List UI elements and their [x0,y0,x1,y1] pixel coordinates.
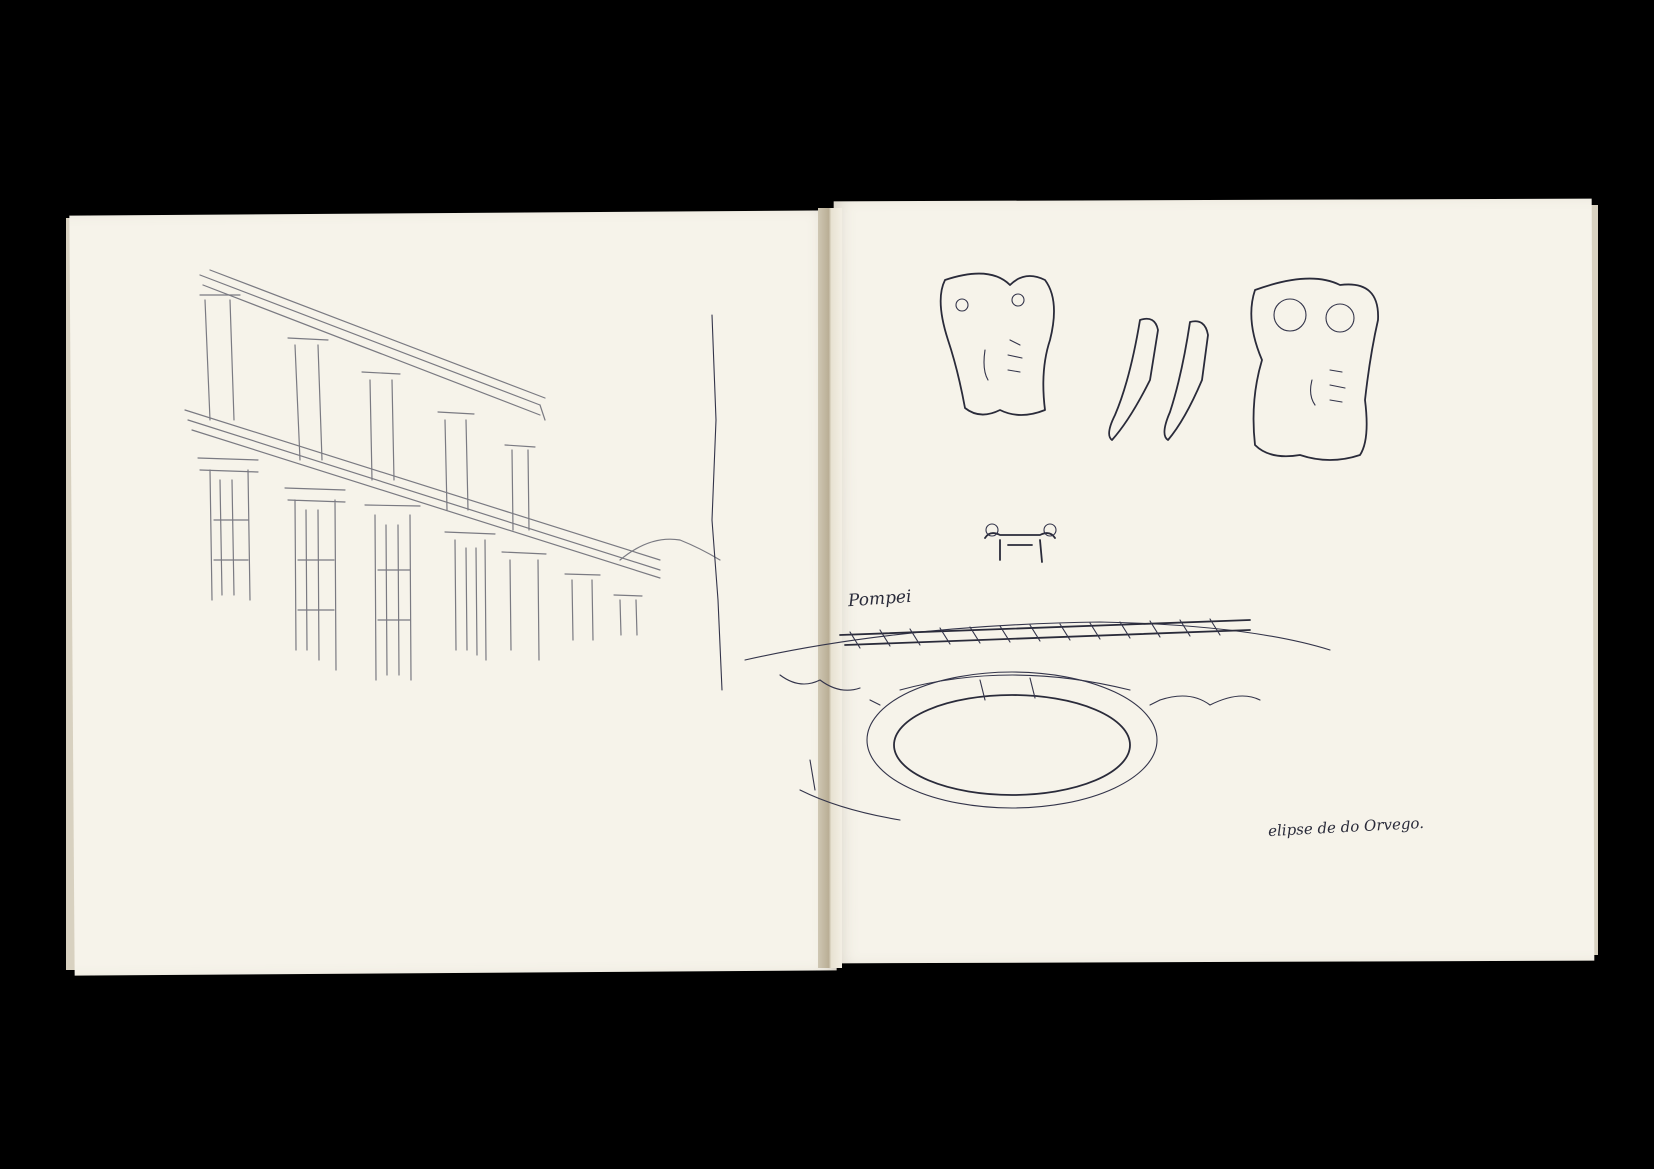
torso-left [941,274,1054,415]
small-figure [985,524,1056,562]
fragments [1109,319,1208,440]
front-columns [198,458,642,680]
torso-right [1251,279,1378,460]
ellipse-note: elipse de do Orvego. [1267,813,1425,841]
pompei-label: Pompei [847,586,913,612]
temple-sketch [185,270,722,690]
amphitheatre-sketch [745,619,1330,820]
